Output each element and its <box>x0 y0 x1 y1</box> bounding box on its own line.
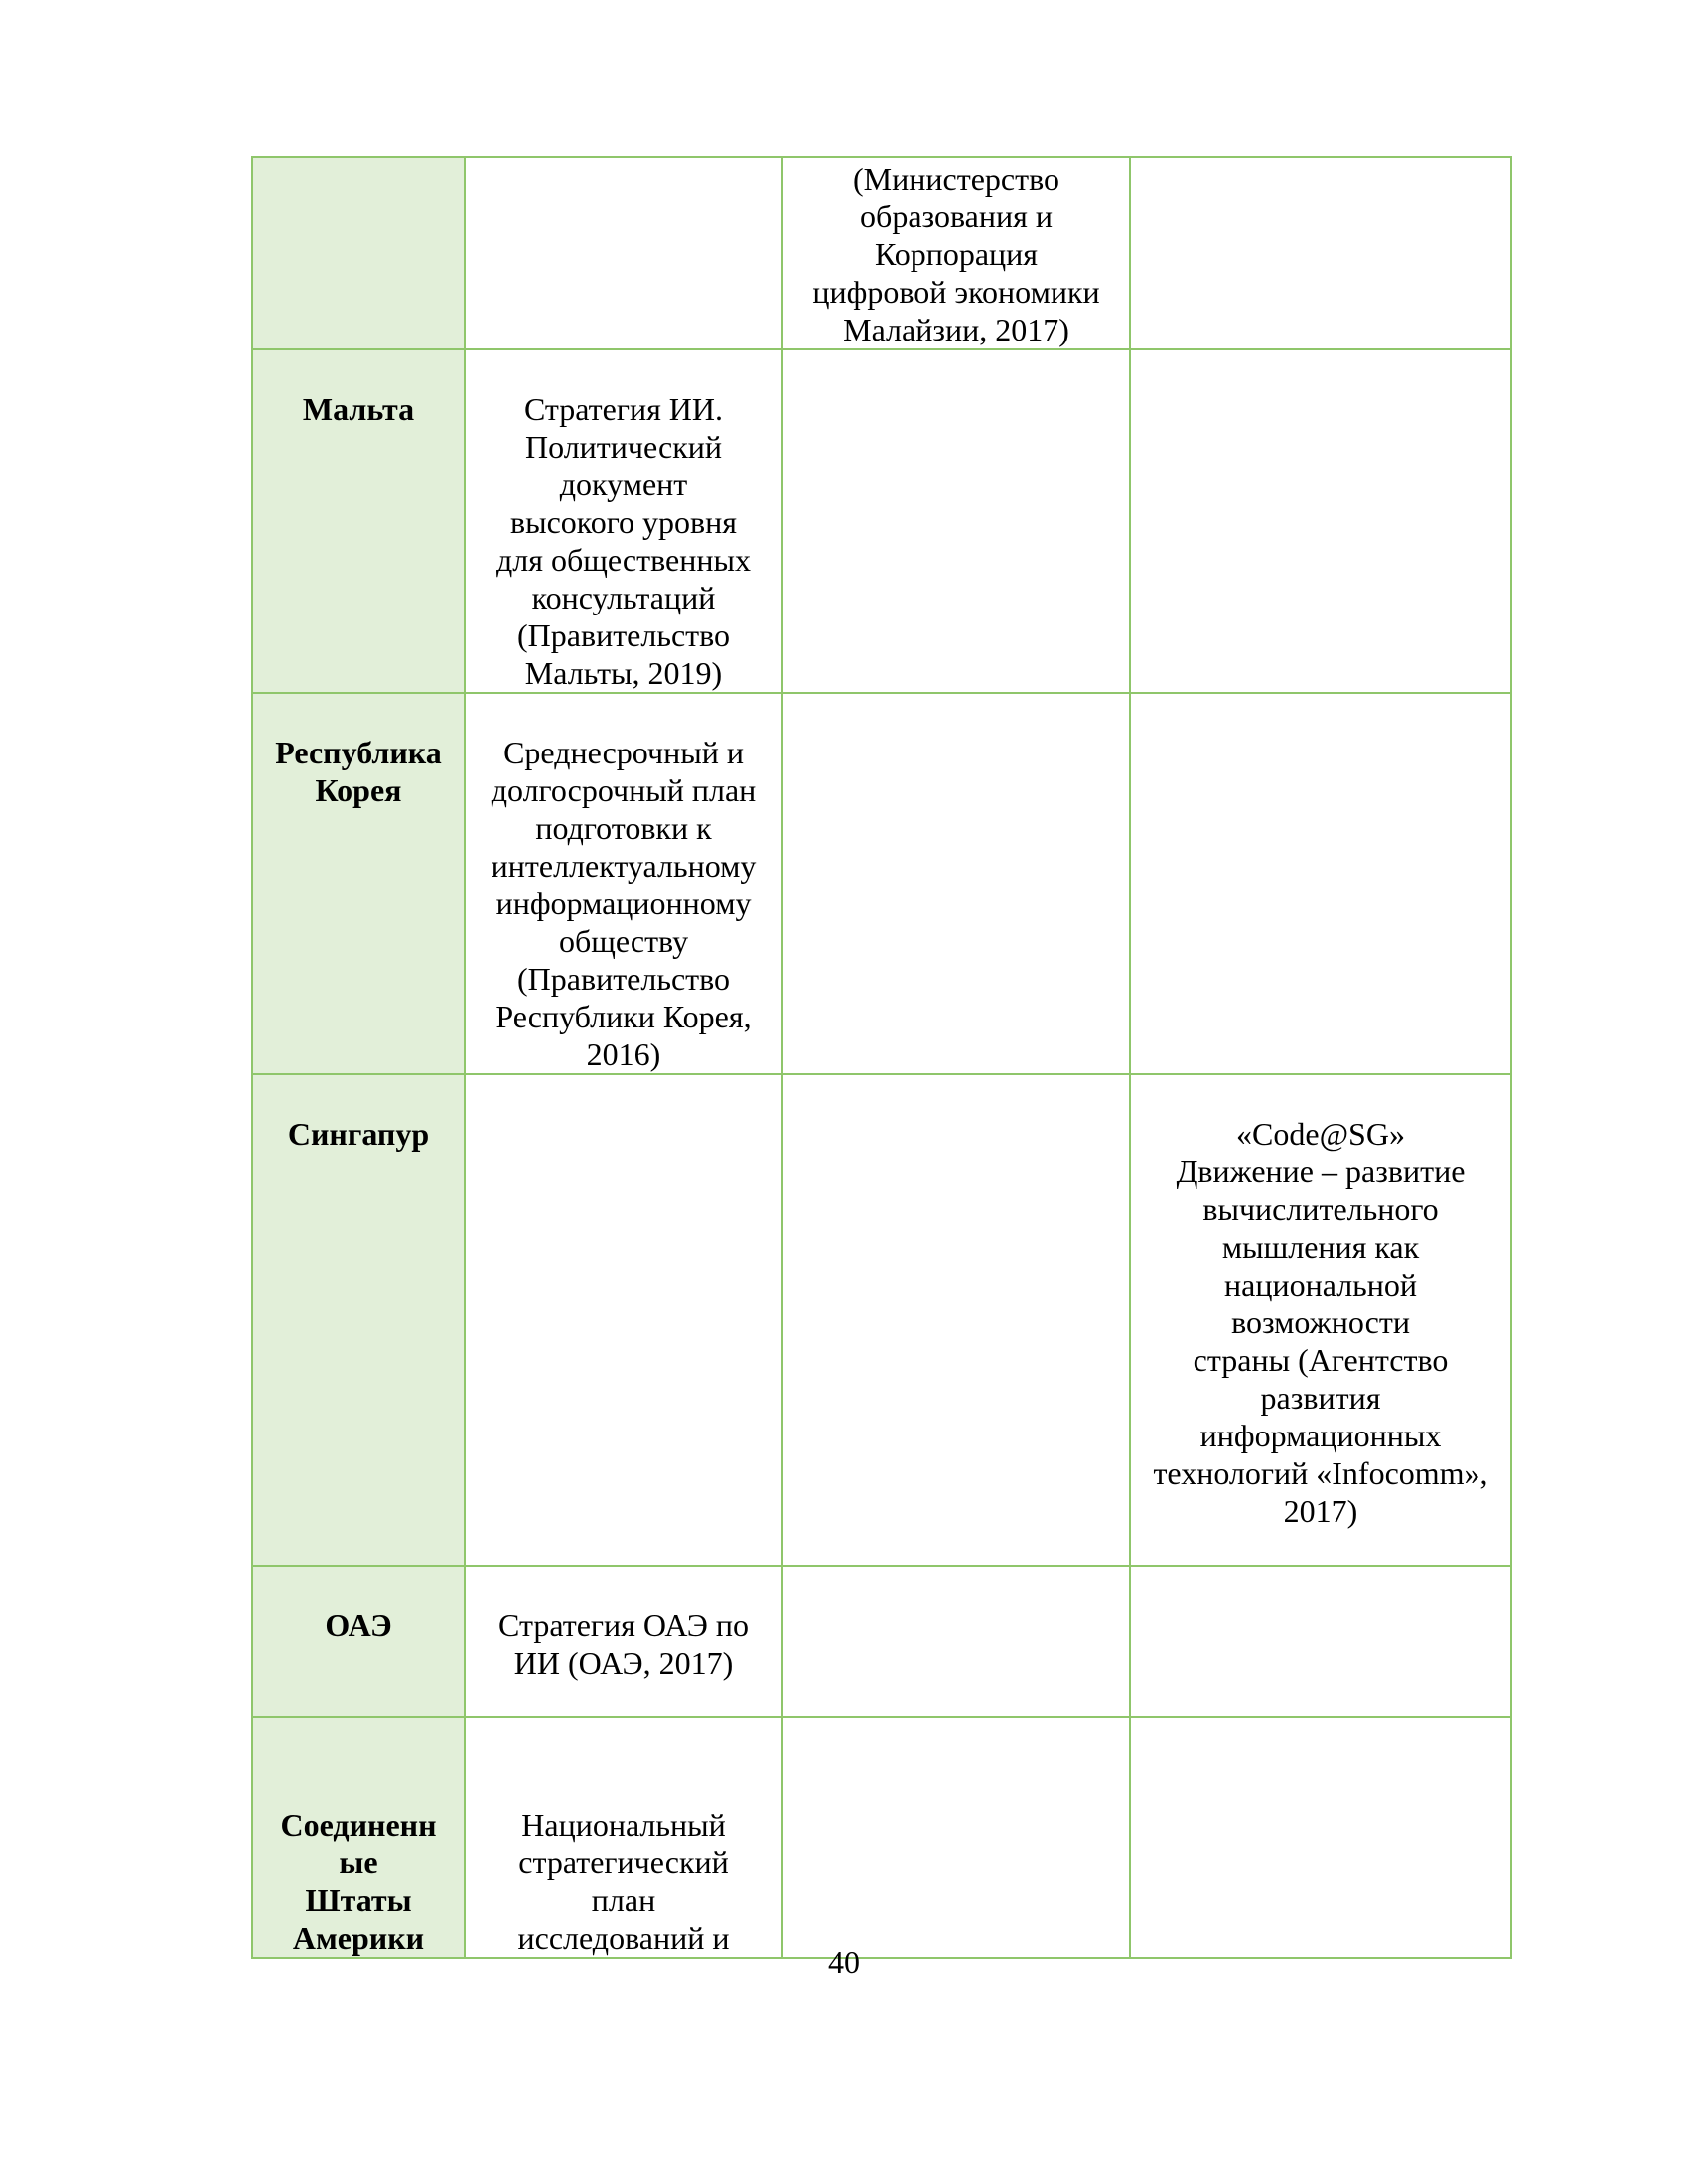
text-line: интеллектуальному <box>491 848 757 884</box>
text-line: для общественных <box>496 542 751 578</box>
country-cell <box>252 349 465 693</box>
country-name: Америки <box>292 1920 425 1956</box>
policy-cell <box>465 349 782 693</box>
text-line: Мальты, 2019) <box>524 655 723 691</box>
policy-cell <box>1130 157 1511 349</box>
text-line: «Code@SG» <box>1236 1116 1405 1152</box>
policy-cell <box>782 693 1130 1074</box>
text-line: Движение – развитие <box>1176 1154 1466 1189</box>
text-line: (Правительство <box>516 961 731 997</box>
text-line: Политический <box>525 429 722 465</box>
policy-cell <box>782 349 1130 693</box>
policy-cell <box>465 1717 782 1958</box>
table-row-singapore <box>252 1074 1511 1566</box>
text-line: Республики Корея, <box>495 999 752 1034</box>
table-row-korea <box>252 693 1511 1074</box>
country-name: Сингапур <box>287 1116 430 1152</box>
text-line: обществу <box>558 923 689 959</box>
text-line: вычислительного <box>1202 1191 1439 1227</box>
policy-cell <box>782 1074 1130 1566</box>
text-line: 2016) <box>586 1036 661 1072</box>
text-line: Национальный <box>521 1807 726 1843</box>
country-cell <box>252 1717 465 1958</box>
country-cell <box>252 157 465 349</box>
policy-cell <box>1130 1074 1511 1566</box>
page-number: 40 <box>828 1944 860 1979</box>
countries-ai-policy-table <box>251 156 1512 1959</box>
country-name: Мальта <box>302 391 415 427</box>
text-line: возможности <box>1231 1304 1410 1340</box>
text-line: образования и <box>860 199 1053 234</box>
text-line: Малайзии, 2017) <box>843 312 1069 347</box>
text-line: высокого уровня <box>509 504 737 540</box>
text-line: Стратегия ИИ. <box>523 391 724 427</box>
table-row-uae <box>252 1566 1511 1717</box>
text-line: долгосрочный план <box>491 772 757 808</box>
country-name: Соединенн <box>280 1807 437 1843</box>
policy-cell <box>1130 349 1511 693</box>
country-name: Корея <box>315 772 402 808</box>
country-name: Республика <box>275 735 442 770</box>
policy-cell <box>465 1566 782 1717</box>
text-line: 2017) <box>1283 1493 1358 1529</box>
text-line: консультаций <box>531 580 716 615</box>
country-cell <box>252 1566 465 1717</box>
policy-cell <box>782 1717 1130 1958</box>
country-cell <box>252 1074 465 1566</box>
policy-cell <box>782 157 1130 349</box>
text-line: страны (Агентство <box>1193 1342 1449 1378</box>
text-line: Стратегия ОАЭ по <box>498 1607 749 1643</box>
text-line: ИИ (ОАЭ, 2017) <box>513 1645 734 1681</box>
text-line: цифровой экономики <box>812 274 1100 310</box>
text-line: (Правительство <box>516 617 731 653</box>
text-line: информационных <box>1199 1418 1442 1453</box>
country-cell <box>252 693 465 1074</box>
text-line: развития <box>1260 1380 1381 1416</box>
policy-cell <box>465 693 782 1074</box>
country-name: ОАЭ <box>325 1607 392 1643</box>
text-line: Корпорация <box>874 236 1039 272</box>
policy-cell <box>1130 693 1511 1074</box>
text-line: Среднесрочный и <box>503 735 744 770</box>
text-line: стратегический <box>518 1844 729 1880</box>
country-name: Штаты <box>305 1882 412 1918</box>
policy-cell <box>1130 1717 1511 1958</box>
text-line: документ <box>559 467 688 502</box>
text-line: мышления как <box>1221 1229 1420 1265</box>
policy-cell <box>1130 1566 1511 1717</box>
policy-cell <box>465 157 782 349</box>
text-line: национальной <box>1224 1267 1417 1302</box>
text-line: исследований и <box>517 1920 730 1956</box>
text-line: подготовки к <box>535 810 712 846</box>
policy-cell <box>465 1074 782 1566</box>
policy-cell <box>782 1566 1130 1717</box>
table-row-malta <box>252 349 1511 693</box>
text-line: план <box>591 1882 656 1918</box>
table-row-usa <box>252 1717 1511 1958</box>
text-line: технологий «Infocomm», <box>1153 1455 1488 1491</box>
country-name: ые <box>339 1844 378 1880</box>
text-line: (Министерство <box>853 161 1059 197</box>
table-row-malaysia-continuation <box>252 157 1511 349</box>
text-line: информационному <box>495 886 752 921</box>
